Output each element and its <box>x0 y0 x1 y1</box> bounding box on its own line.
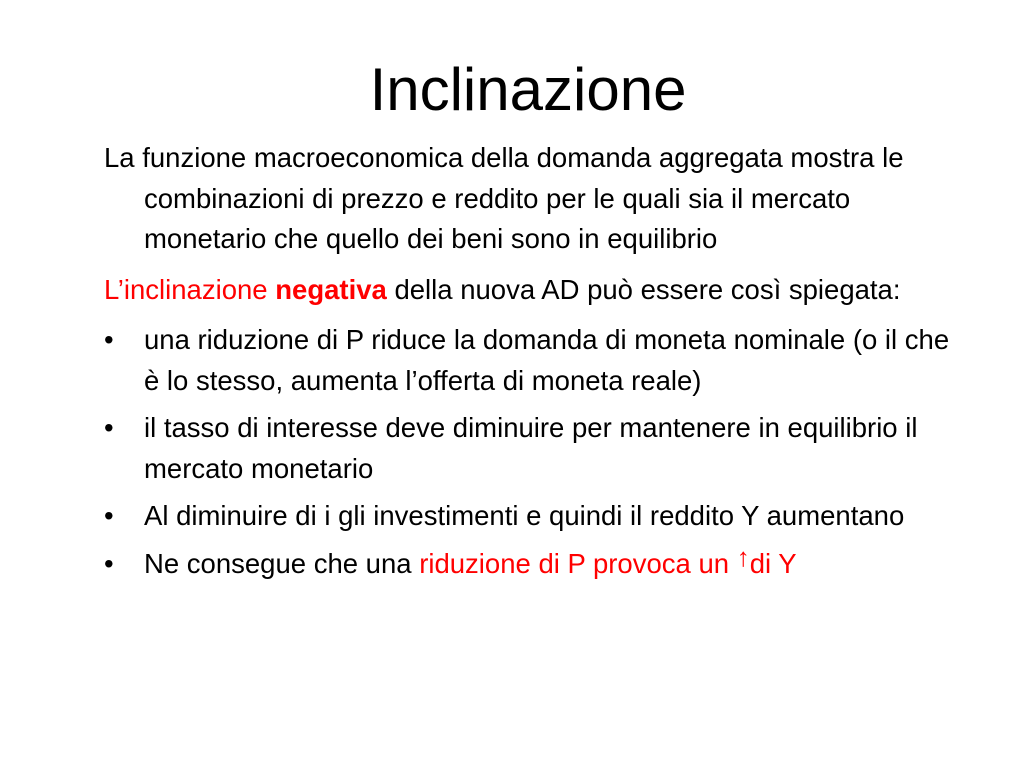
up-arrow-icon: ↑ <box>736 541 750 572</box>
bullet-text-3: Al diminuire di i gli investimenti e quindi il reddito Y aumentano <box>144 500 905 531</box>
intro-paragraph: La funzione macroeconomica della domanda aggregata mostra le combinazioni di prezzo e reddito per le quali sia il mercato monetario che quello dei beni sono in equilibrio <box>104 142 904 254</box>
bullet-icon: • <box>104 412 114 443</box>
slope-label-red: L’inclinazione <box>104 273 276 305</box>
negative-emphasis: negativa <box>275 273 387 305</box>
bullet-icon: • <box>104 547 114 579</box>
bullet-icon: • <box>104 500 114 531</box>
conclusion-red: riduzione di P provoca un <box>419 547 737 579</box>
bullet-item-2 <box>104 408 960 489</box>
slope-explanation: della nuova AD può essere così spiegata: <box>386 273 901 305</box>
bullet-item-1 <box>104 320 960 401</box>
slide-body <box>104 138 960 591</box>
slide-title: Inclinazione <box>369 56 687 123</box>
bullet-text-4 <box>144 541 797 579</box>
conclusion-tail: di Y <box>749 547 797 579</box>
conclusion-plain: Ne consegue che una <box>144 547 420 579</box>
bullet-item-4 <box>104 541 960 585</box>
bullet-text-2: il tasso di interesse deve diminuire per mantenere in equilibrio il mercato monetario <box>144 412 918 484</box>
bullet-icon: • <box>104 324 114 355</box>
bullet-item-3 <box>104 496 960 537</box>
bullet-text-1: una riduzione di P riduce la domanda di moneta nominale (o il che è lo stesso, aumenta l’offerta di moneta reale) <box>144 324 950 396</box>
slope-paragraph <box>104 270 960 311</box>
